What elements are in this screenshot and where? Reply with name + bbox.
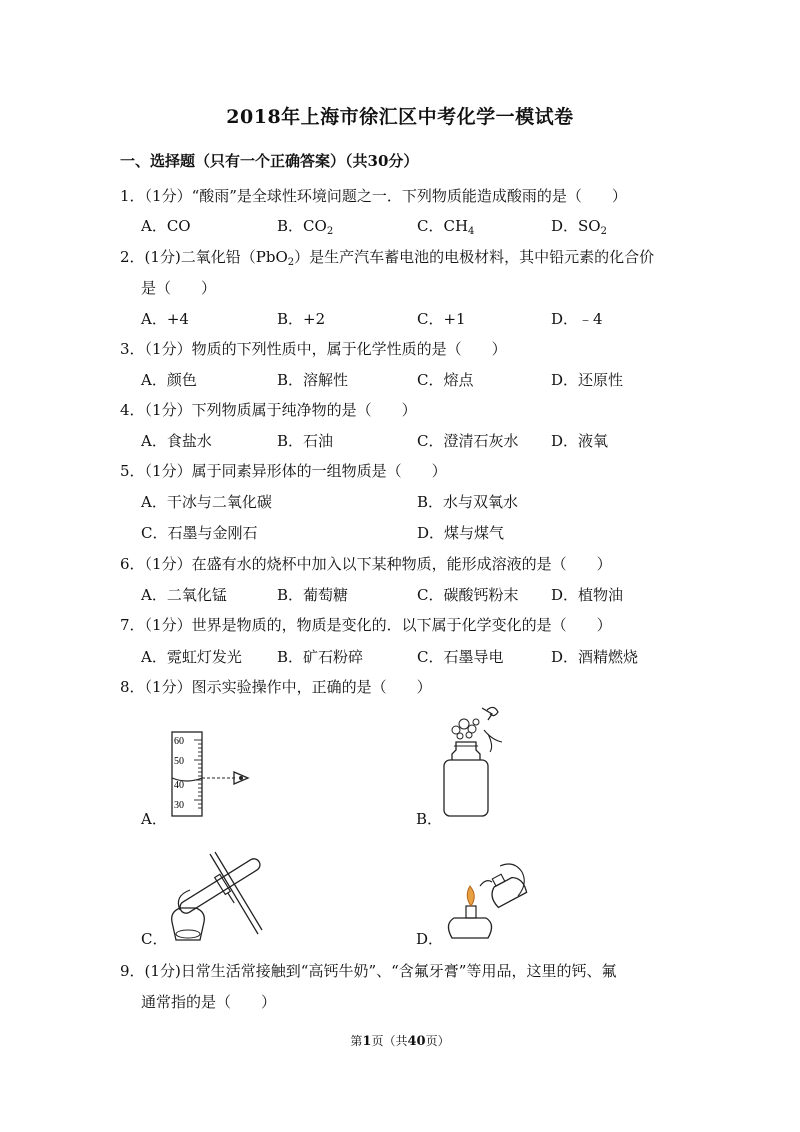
bottle-body — [444, 760, 488, 816]
option-b: B．水与双氧水 — [417, 493, 519, 511]
question-5: 5．（1分）属于同素异形体的一组物质是（ ） — [120, 462, 447, 480]
option-c: C．石墨导电 — [417, 648, 504, 666]
page-title: 2018年上海市徐汇区中考化学一模试卷 — [226, 106, 574, 128]
option-c: C．熔点 — [417, 371, 474, 389]
question-4: 4．（1分）下列物质属于纯净物的是（ ） — [120, 401, 417, 419]
option-d: D．$SO_2$ — [551, 217, 607, 237]
question-7: 7．（1分）世界是物质的，物质是变化的．以下属于化学变化的是（ ） — [120, 616, 612, 634]
option-a: A．食盐水 — [141, 432, 212, 450]
question-3: 3．（1分）物质的下列性质中，属于化学性质的是（ ） — [120, 340, 507, 358]
option-d: D．还原性 — [551, 371, 624, 389]
figure-label-b: B． — [416, 810, 443, 828]
option-b: B．$CO_2$ — [277, 217, 334, 237]
alcohol-lamp — [448, 918, 491, 938]
question-1-options — [141, 215, 701, 235]
question-8: 8．（1分）图示实验操作中，正确的是（ ） — [120, 678, 432, 696]
powder-cloud — [452, 719, 479, 739]
question-6-options — [141, 584, 701, 604]
question-7-options — [141, 646, 701, 666]
section-heading: 一、选择题（只有一个正确答案）（共30分） — [120, 152, 419, 170]
lamp-lighting-figure — [440, 856, 536, 944]
question-3-options — [141, 369, 701, 389]
option-a: A．+4 — [141, 310, 189, 328]
option-d: D．液氧 — [551, 432, 609, 450]
tick-label-40: 40 — [174, 780, 184, 791]
page-total: 40 — [407, 1034, 426, 1049]
option-a: A．颜色 — [141, 371, 197, 389]
option-c: C．石墨与金刚石 — [141, 524, 258, 542]
graduated-cylinder-figure — [160, 728, 260, 818]
option-c: C．澄清石灰水 — [417, 432, 519, 450]
option-c: C．碳酸钙粉末 — [417, 586, 519, 604]
option-d: D．﹣4 — [551, 310, 603, 328]
option-b: B．葡萄糖 — [277, 586, 349, 604]
option-c: C．+1 — [417, 310, 466, 328]
tick-label-30: 30 — [174, 800, 184, 811]
option-d: D．植物油 — [551, 586, 624, 604]
question-9: 9．(1分)日常生活常接触到“高钙牛奶”、“含氟牙膏”等用品，这里的钙、氟 — [120, 962, 617, 980]
tick-label-60: 60 — [174, 736, 184, 747]
figure-label-c: C． — [141, 930, 168, 948]
question-1: 1．（1分）“酸雨”是全球性环境问题之一．下列物质能造成酸雨的是（ ） — [120, 187, 627, 205]
option-b: B．+2 — [277, 310, 326, 328]
option-b: B．石油 — [277, 432, 334, 450]
option-b: B．溶解性 — [277, 371, 349, 389]
question-6: 6．（1分）在盛有水的烧杯中加入以下某种物质，能形成溶液的是（ ） — [120, 555, 612, 573]
option-a: A．二氧化锰 — [141, 586, 227, 604]
question-2: 2．(1分)二氧化铅（PbO$_2$）是生产汽车蓄电池的电极材料，其中铅元素的化合价 — [120, 248, 655, 268]
page-footer: 第1页（共40页） — [350, 1034, 450, 1049]
option-b: B．矿石粉碎 — [277, 648, 364, 666]
option-a: A．CO — [141, 217, 191, 235]
page-number: 1 — [362, 1034, 372, 1049]
figure-label-a: A． — [141, 810, 167, 828]
reagent-bottle-figure — [432, 700, 522, 822]
option-d: D．煤与煤气 — [417, 524, 505, 542]
question-9-continuation: 通常指的是（ ） — [141, 993, 277, 1011]
question-2-options — [141, 308, 701, 328]
question-5-options-row1 — [141, 491, 701, 511]
option-d: D．酒精燃烧 — [551, 648, 639, 666]
figure-label-d: D． — [416, 930, 444, 948]
option-a: A．霓虹灯发光 — [141, 648, 242, 666]
question-5-options-row2 — [141, 522, 701, 542]
option-a: A．干冰与二氧化碳 — [141, 493, 272, 511]
flame-icon — [467, 886, 474, 906]
heating-test-tube-figure — [160, 836, 270, 944]
question-2-continuation: 是（ ） — [141, 279, 217, 297]
tick-label-50: 50 — [174, 756, 184, 767]
question-4-options — [141, 430, 701, 450]
option-c: C．$CH_4$ — [417, 217, 475, 237]
